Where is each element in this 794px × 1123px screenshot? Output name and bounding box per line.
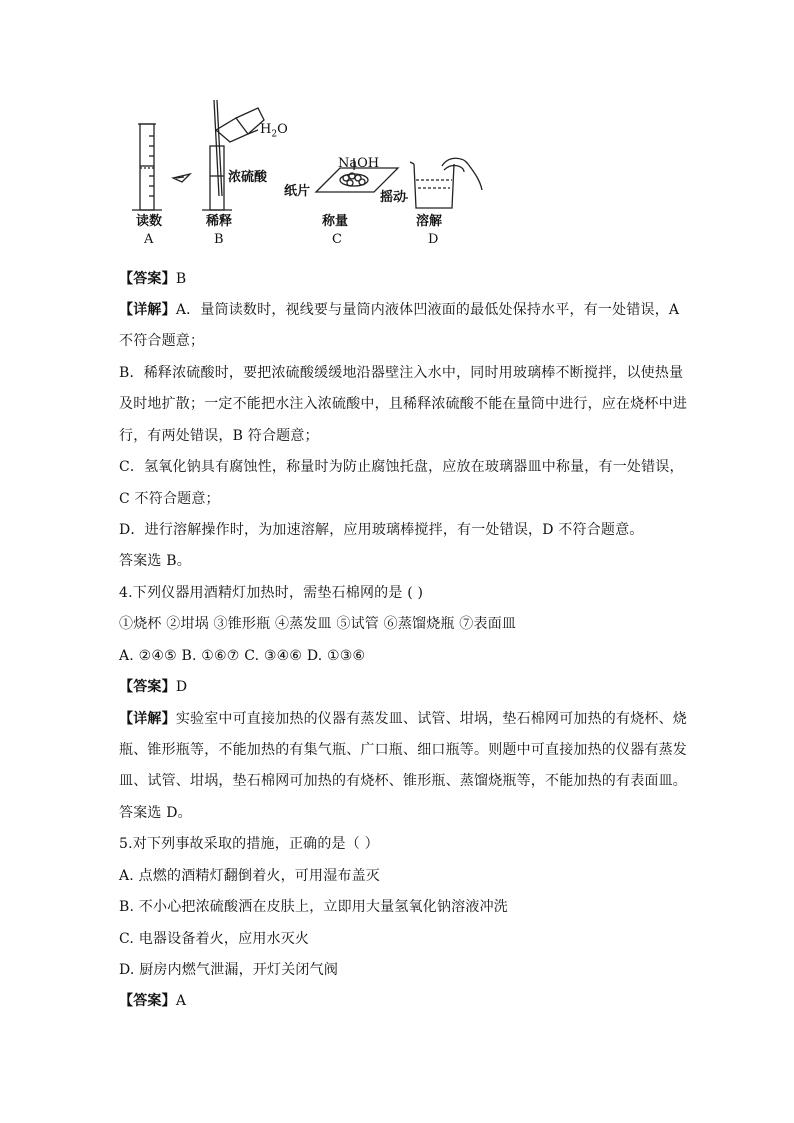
lab-operations-figure <box>118 96 498 256</box>
paper-label: 纸片 <box>284 184 311 199</box>
text-line: 及时地扩散；一定不能把水注入浓硫酸中，且稀释浓硫酸不能在量筒中进行，应在烧杯中进 <box>119 396 687 412</box>
h2o-label: $H_2O$ <box>260 122 288 140</box>
text-line: C 不符合题意； <box>119 491 220 507</box>
option-d-label: D <box>428 232 439 247</box>
shake-label: 摇动 <box>380 190 407 205</box>
text-line: 皿、试管、坩埚，垫石棉网可加热的有烧杯、锥形瓶、蒸馏烧瓶等，不能加热的有表面皿。 <box>119 773 687 789</box>
eye-drawing <box>173 174 190 182</box>
question-4-stem: 4.下列仪器用酒精灯加热时，需垫石棉网的是 ( ) <box>119 585 424 601</box>
dissolve-label: 溶解 <box>416 214 443 229</box>
text-line: D．进行溶解操作时，为加速溶解，应用玻璃棒搅拌，有一处错误，D 不符合题意。 <box>119 522 644 538</box>
beaker-d <box>404 158 482 208</box>
graduated-cylinder-b <box>202 100 264 210</box>
answer-line: 【答案】B <box>119 271 187 287</box>
option-c-label: C <box>332 232 342 247</box>
option-a-label: A <box>144 232 154 247</box>
text-line: 答案选 B。 <box>119 553 191 569</box>
text-line: 行，有两处错误，B 符合题意； <box>119 428 319 444</box>
explanation-line: 【详解】实验室中可直接加热的仪器有蒸发皿、试管、坩埚，垫石棉网可加热的有烧杯、烧 <box>119 711 688 727</box>
text-line: C．氢氧化钠具有腐蚀性，称量时为防止腐蚀托盘，应放在玻璃器皿中称量，有一处错误， <box>119 459 684 475</box>
question-4-options: A. ②④⑤ B. ①⑥⑦ C. ③④⑥ D. ①③⑥ <box>119 648 366 664</box>
conc-acid-label: 浓硫酸 <box>228 170 268 185</box>
dilute-label: 稀释 <box>206 214 233 229</box>
option-b-label: B <box>214 232 224 247</box>
weigh-label: 称量 <box>322 214 349 229</box>
question-5-option-a: A. 点燃的酒精灯翻倒着火，可用湿布盖灭 <box>119 868 381 884</box>
question-4-items: ①烧杯 ②坩埚 ③锥形瓶 ④蒸发皿 ⑤试管 ⑥蒸馏烧瓶 ⑦表面皿 <box>119 616 517 632</box>
lab-figure-drawing <box>118 96 498 256</box>
naoh-label: NaOH <box>338 156 380 171</box>
graduated-cylinder-a <box>132 124 162 210</box>
question-5-stem: 5.对下列事故采取的措施，正确的是（ ） <box>119 836 379 852</box>
read-label: 读数 <box>136 214 163 229</box>
question-5-option-c: C. 电器设备着火，应用水灭火 <box>119 931 310 947</box>
text-line: B．稀释浓硫酸时，要把浓硫酸缓缓地沿器壁注入水中，同时用玻璃棒不断搅拌，以使热量 <box>119 365 684 381</box>
question-5-option-b: B. 不小心把浓硫酸洒在皮肤上，立即用大量氢氧化钠溶液冲洗 <box>119 899 508 915</box>
text-line: 答案选 D。 <box>119 805 192 821</box>
question-5-option-d: D. 厨房内燃气泄漏，开灯关闭气阀 <box>119 962 339 978</box>
answer-line: 【答案】D <box>119 679 188 695</box>
explanation-line: 【详解】A．量筒读数时，视线要与量筒内液体凹液面的最低处保持水平，有一处错误，A <box>119 302 680 318</box>
text-line: 瓶、锥形瓶等，不能加热的有集气瓶、广口瓶、细口瓶等。则题中可直接加热的仪器有蒸发 <box>119 742 687 758</box>
text-line: 不符合题意； <box>119 333 205 349</box>
answer-line: 【答案】A <box>119 993 187 1009</box>
